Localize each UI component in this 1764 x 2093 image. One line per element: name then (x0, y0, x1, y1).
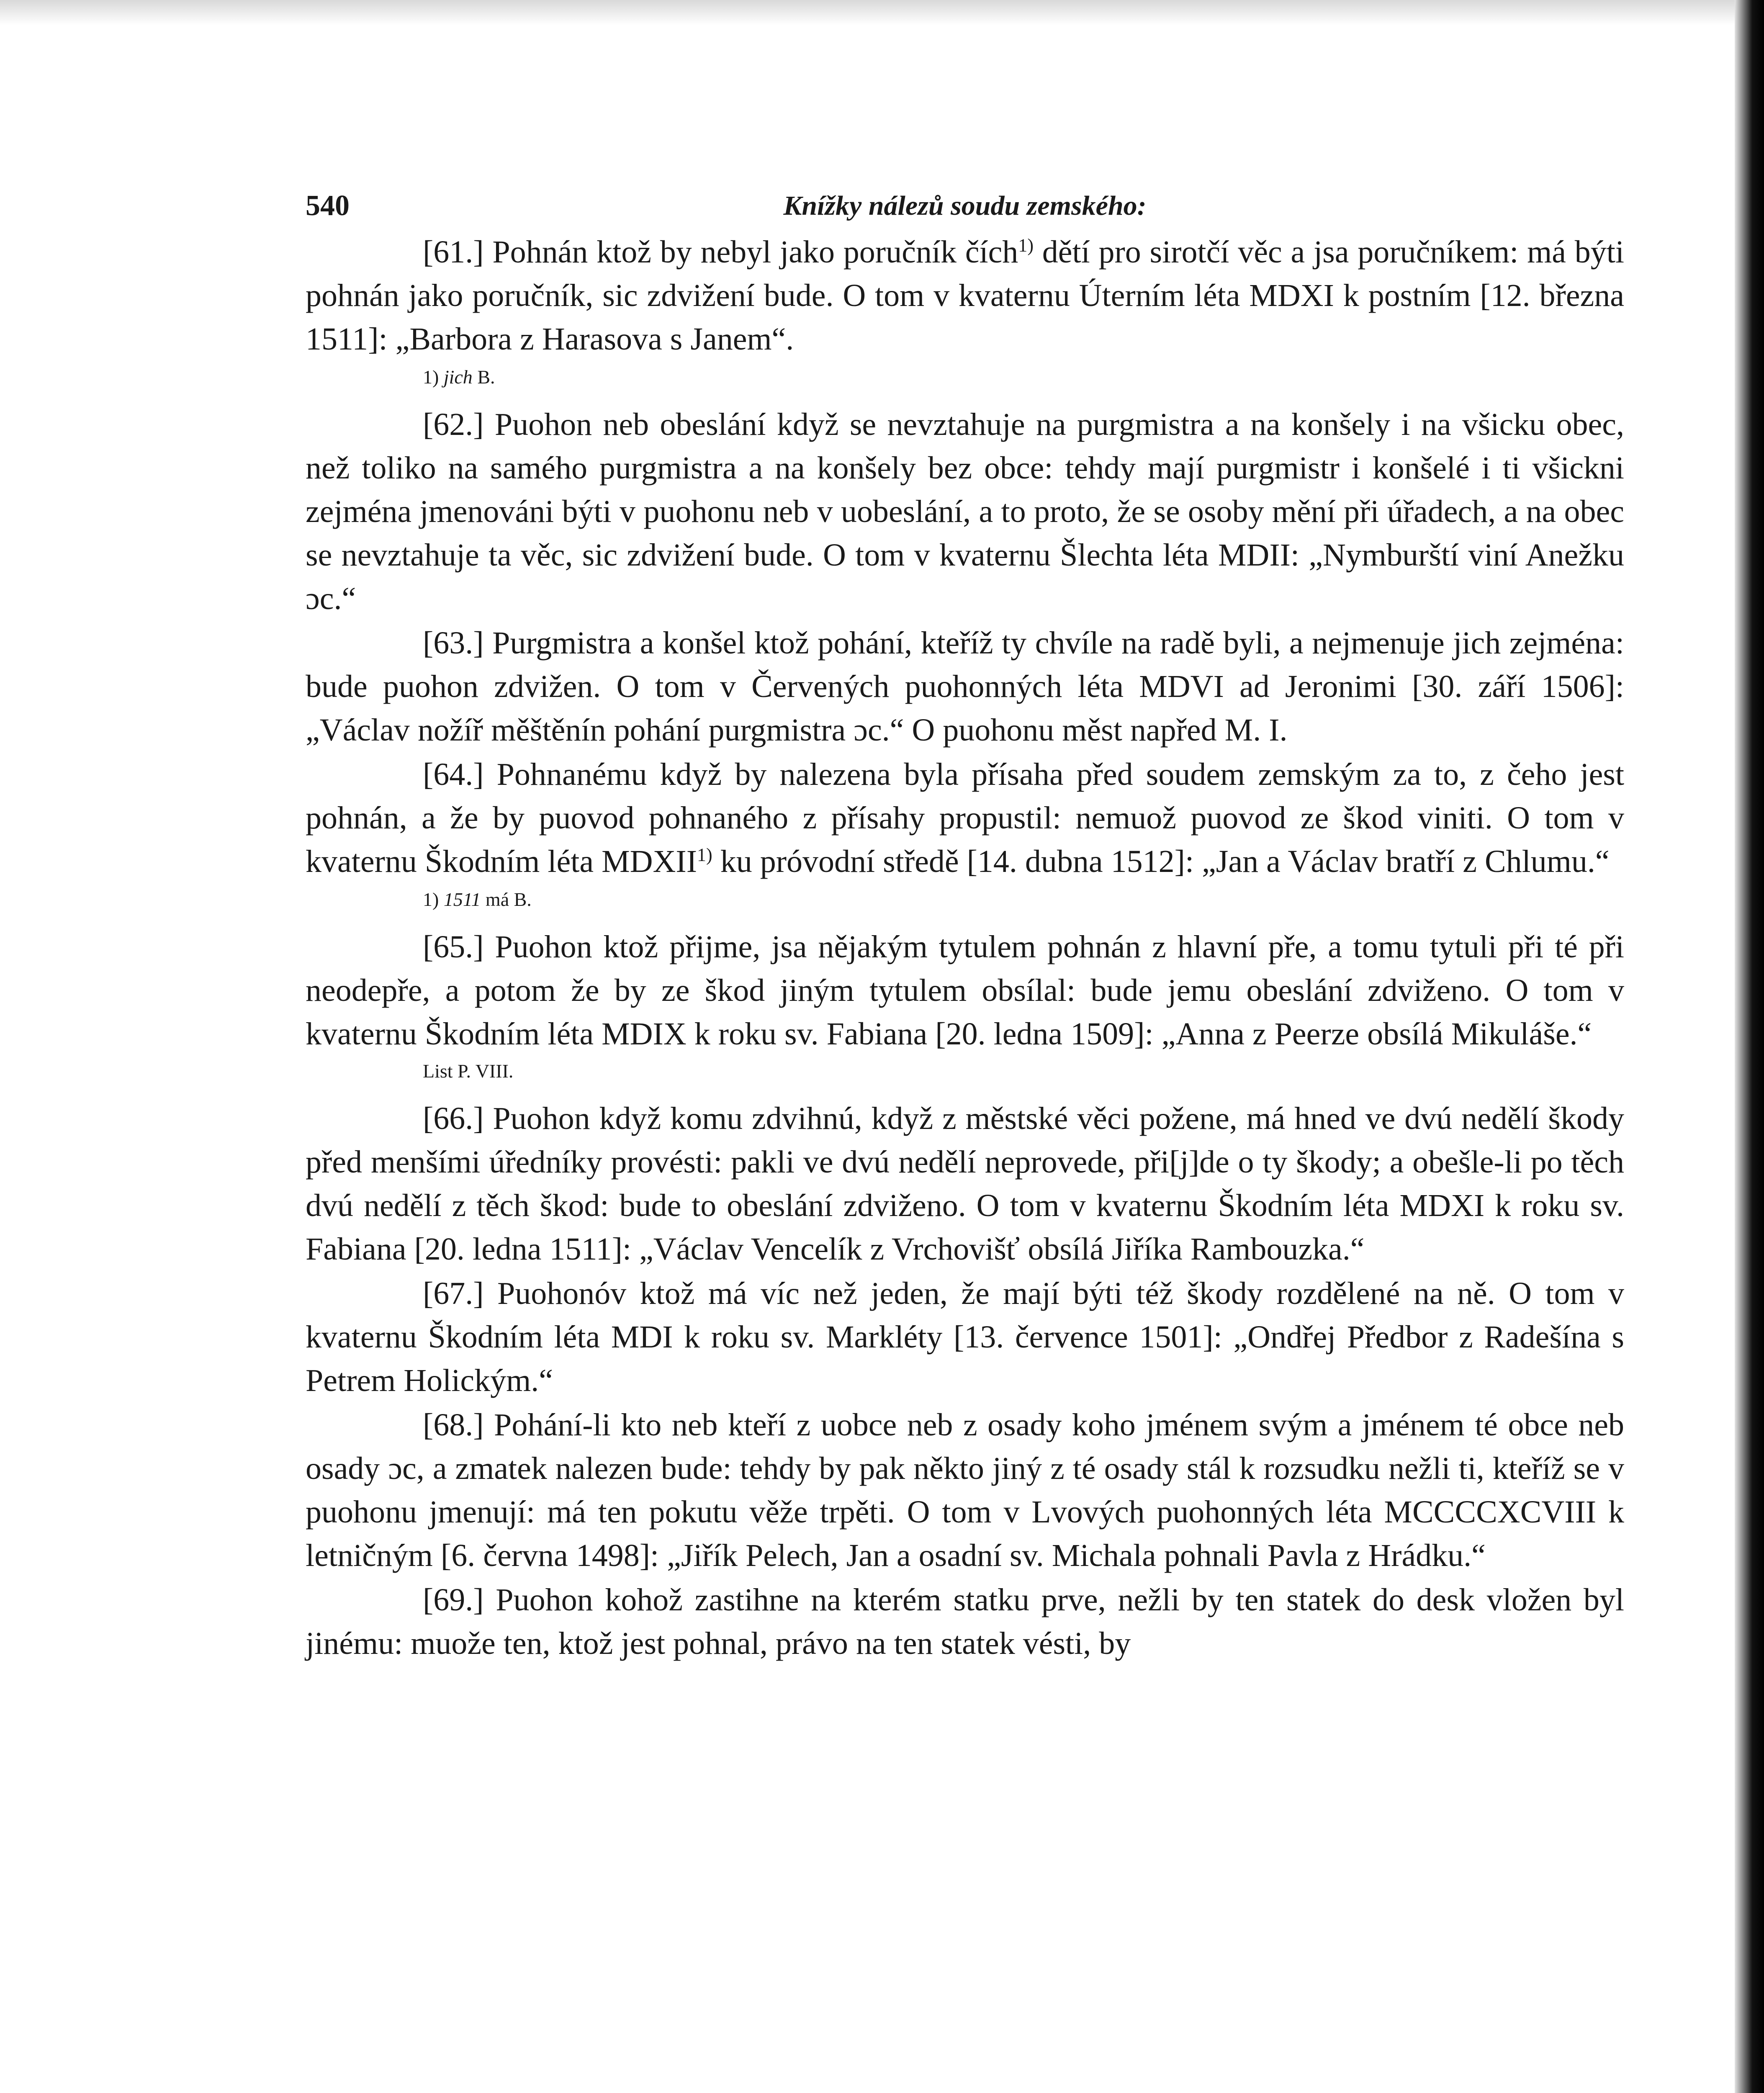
paragraph-64: [64.] Pohnanému když by nalezena byla přísaha před soudem zemským za to, z čeho jest pohnán, a že by puovod pohnaného z přísahy propustil: nemuož puovod ze škod viniti. O tom v kvaternu Škodním léta MDXII$^{1)}$ ku próvodní středě [14. dubna 1512]: „Jan a Václav bratří z Chlumu.“ (306, 757, 1624, 879)
paragraph-65: [65.] Puohon ktož přijme, jsa nějakým tytulem pohnán z hlavní pře, a tomu tytuli při té při neodepře, a potom že by ze škod jiným tytulem obsílal: bude jemu obeslání zdviženo. O tom v kvaternu Škodním léta MDIX k roku sv. Fabiana [20. ledna 1509]: „Anna z Peerze obsílá Mikuláše.“ (306, 929, 1624, 1052)
scan-shadow-right (1735, 0, 1764, 2093)
paragraph-62: [62.] Puohon neb obeslání když se nevztahuje na purgmistra a na konšely i na všicku obec, než toliko na samého purgmistra a na konšely bez obce: tehdy mají purgmistr i konšelé i ti všickni zejména jmenováni býti v puohonu neb v uobeslání, a to proto, že se osoby mění při úřadech, a na obec se nevztahuje ta věc, sic zdvižení bude. O tom v kvaternu Šlechta léta MDII: „Nymburští viní Anežku ɔc.“ (306, 407, 1624, 616)
footnote-61: 1) jich B. (423, 366, 495, 388)
paragraph-61: [61.] Pohnán ktož by nebyl jako poručník čích$^{1)}$ dětí pro sirotčí věc a jsa poručníkem: má býti pohnán jako poručník, sic zdvižení bude. O tom v kvaternu Úterním léta MDXI k postním [12. března 1511]: „Barbora z Harasova s Janem“. (306, 234, 1624, 357)
paragraph-63: [63.] Purgmistra a konšel ktož pohání, kteříž ty chvíle na radě byli, a nejmenuje jich zejména: bude puohon zdvižen. O tom v Červených puohonných léta MDVI ad Jeronimi [30. září 1506]: „Václav nožíř měštěnín pohání purgmistra ɔc.“ O puohonu měst napřed M. I. (306, 625, 1624, 748)
paragraph-69: [69.] Puohon kohož zastihne na kterém statku prve, nežli by ten statek do desk vložen byl jinému: muože ten, ktož jest pohnal, právo na ten statek vésti, by (306, 1582, 1624, 1661)
paragraph-68: [68.] Pohání-li kto neb kteří z uobce neb z osady koho jménem svým a jménem té obce neb osady ɔc, a zmatek nalezen bude: tehdy by pak někto jiný z té osady stál k rozsudku nežli ti, kteříž se v puohonu jmenují: má ten pokutu věže trpěti. O tom v Lvových puohonných léta MCCCCXCVIII k letničným [6. června 1498]: „Jiřík Pelech, Jan a osadní sv. Michala pohnali Pavla z Hrádku.“ (306, 1407, 1624, 1573)
running-title: Knížky nálezů soudu zemského: (783, 190, 1147, 221)
footnote-ref: 1) (1018, 235, 1034, 256)
paragraph-67: [67.] Puohonóv ktož má víc než jeden, že mají býti též škody rozdělené na ně. O tom v kvaternu Škodním léta MDI k roku sv. Markléty [13. července 1501]: „Ondřej Předbor z Radešína s Petrem Holickým.“ (306, 1276, 1624, 1398)
paragraph-66: [66.] Puohon když komu zdvihnú, když z městské věci požene, má hned ve dvú nedělí škody před menšími úředníky provésti: pakli ve dvú nedělí neprovede, při[j]de o ty škody; a obešle-li po těch dvú nedělí z těch škod: bude to obeslání zdviženo. O tom v kvaternu Škodním léta MDXI k roku sv. Fabiana [20. ledna 1511]: „Václav Vencelík z Vrchovišť obsílá Jiříka Rambouzka.“ (306, 1101, 1624, 1267)
book-page (306, 184, 1624, 1665)
running-head (306, 184, 1624, 230)
page-number: 540 (306, 190, 350, 222)
footnote-ref: 1) (697, 844, 712, 865)
list-mark: List P. VIII. (423, 1060, 514, 1082)
scan-shadow-top (0, 0, 1764, 25)
footnote-64: 1) 1511 má B. (423, 889, 532, 910)
